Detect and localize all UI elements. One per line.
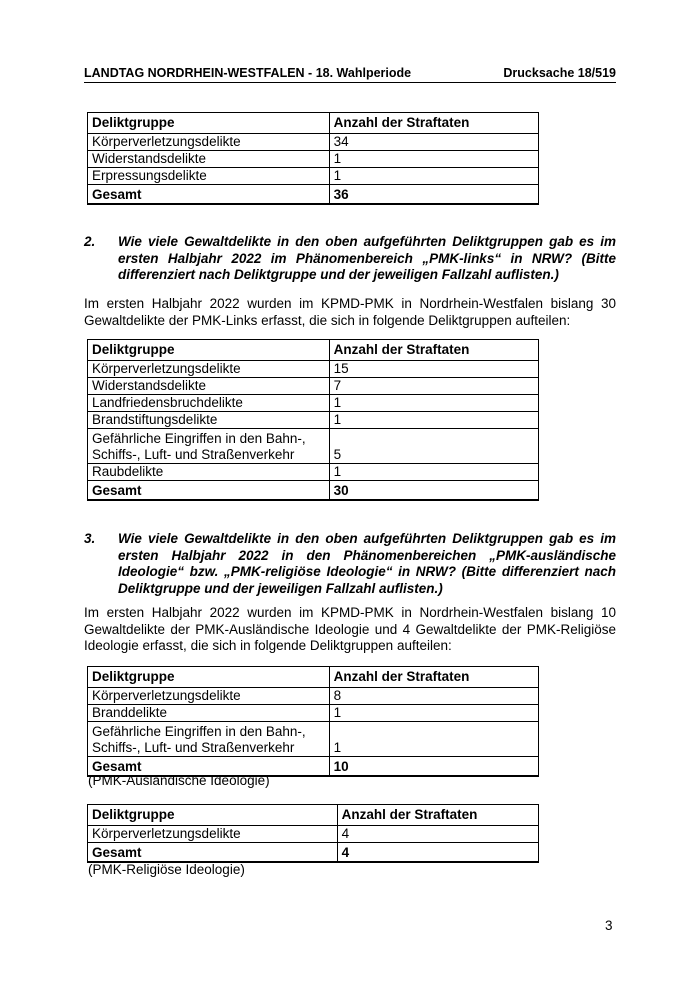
column-header-group: Deliktgruppe [88,113,330,134]
total-label: Gesamt [88,185,330,205]
cell-count: 15 [329,361,538,378]
table-row [88,395,539,412]
column-header-group: Deliktgruppe [88,667,330,688]
question-2 [84,234,616,284]
total-value: 30 [329,481,538,501]
header-title: LANDTAG NORDRHEIN-WESTFALEN - 18. Wahlperiode [84,66,412,80]
cell-group-line-2: Schiffs-, Luft- und Straßenverkehr [92,740,295,755]
total-value: 10 [329,757,538,777]
cell-group: Landfriedensbruchdelikte [88,395,330,412]
table-header-row [88,113,539,134]
cell-count: 8 [329,688,538,705]
table-row [88,722,539,757]
cell-count: 1 [329,412,538,429]
cell-count: 34 [329,134,538,151]
table-row [88,361,539,378]
cell-count: 1 [329,151,538,168]
cell-count: 1 [329,722,538,757]
question-3 [84,531,616,597]
question-number: 2. [84,234,96,249]
column-header-count: Anzahl der Straftaten [329,340,538,361]
cell-count: 1 [329,705,538,722]
table-row [88,826,539,843]
question-number: 3. [84,531,96,546]
table-total-row [88,185,539,205]
table-header-row [88,340,539,361]
table-total-row [88,843,539,863]
cell-group: Branddelikte [88,705,330,722]
cell-count: 5 [329,429,538,464]
cell-group: Körperverletzungsdelikte [88,826,338,843]
cell-group [88,429,330,464]
cell-count: 1 [329,395,538,412]
table-header-row [88,667,539,688]
table-row [88,464,539,481]
total-label: Gesamt [88,757,330,777]
cell-group: Widerstandsdelikte [88,151,330,168]
table-offense-groups-1 [87,112,539,205]
column-header-count: Anzahl der Straftaten [329,113,538,134]
table-row [88,412,539,429]
cell-group: Erpressungsdelikte [88,168,330,185]
header-rule [84,82,616,83]
page-number: 3 [605,918,613,933]
column-header-group: Deliktgruppe [88,340,330,361]
answer-3: Im ersten Halbjahr 2022 wurden im KPMD-PMK in Nordrhein-Westfalen bislang 10 Gewaltdelikte der PMK-Ausländische Ideologie und 4 Gewaltdelikte der PMK-Religiöse Ideologie erfasst, die sich in folgende Deliktgruppen aufteilen: [84,605,616,653]
answer-2: Im ersten Halbjahr 2022 wurden im KPMD-PMK in Nordrhein-Westfalen bislang 30 Gewaltdelikte der PMK-Links erfasst, die sich in folgende Deliktgruppen aufteilen: [84,296,616,328]
cell-count: 7 [329,378,538,395]
column-header-count: Anzahl der Straftaten [329,667,538,688]
table-row [88,134,539,151]
table-row [88,429,539,464]
total-label: Gesamt [88,481,330,501]
question-text: Wie viele Gewaltdelikte in den oben aufgeführten Deliktgruppen gab es im ersten Halbjahr 2022 in den Phänomenbereichen „PMK-ausländische Ideologie“ bzw. „PMK-religiöse Ideologie“ in NRW? (Bitte differenziert nach Deliktgruppe und der jeweiligen Fallzahl auflisten.) [118,531,616,596]
table-offense-groups-3 [87,666,539,777]
column-header-count: Anzahl der Straftaten [337,805,538,826]
total-label: Gesamt [88,843,338,863]
cell-group: Brandstiftungsdelikte [88,412,330,429]
cell-group-line-1: Gefährliche Eingriffen in den Bahn-, [92,724,306,739]
total-value: 36 [329,185,538,205]
cell-count: 4 [337,826,538,843]
cell-group-line-2: Schiffs-, Luft- und Straßenverkehr [92,447,295,462]
header-document-number: Drucksache 18/519 [503,66,616,80]
table-row [88,705,539,722]
cell-group: Körperverletzungsdelikte [88,134,330,151]
cell-group [88,722,330,757]
table-header-row [88,805,539,826]
cell-count: 1 [329,464,538,481]
cell-group: Widerstandsdelikte [88,378,330,395]
table-row [88,168,539,185]
cell-count: 1 [329,168,538,185]
total-value: 4 [337,843,538,863]
table-4-caption: (PMK-Religiöse Ideologie) [88,862,245,877]
table-row [88,151,539,168]
table-total-row [88,481,539,501]
table-offense-groups-2 [87,339,539,501]
cell-group-line-1: Gefährliche Eingriffen in den Bahn-, [92,431,306,446]
cell-group: Raubdelikte [88,464,330,481]
cell-group: Körperverletzungsdelikte [88,361,330,378]
cell-group: Körperverletzungsdelikte [88,688,330,705]
table-row [88,688,539,705]
page-header [84,66,616,80]
table-offense-groups-4 [87,804,539,863]
table-3-caption: (PMK-Ausländische Ideologie) [88,773,270,788]
column-header-group: Deliktgruppe [88,805,338,826]
question-text: Wie viele Gewaltdelikte in den oben aufgeführten Deliktgruppen gab es im ersten Halbjahr 2022 im Phänomenbereich „PMK-links“ in NRW? (Bitte differenziert nach Deliktgruppe und der jeweiligen Fallzahl auflisten.) [118,234,616,282]
table-row [88,378,539,395]
